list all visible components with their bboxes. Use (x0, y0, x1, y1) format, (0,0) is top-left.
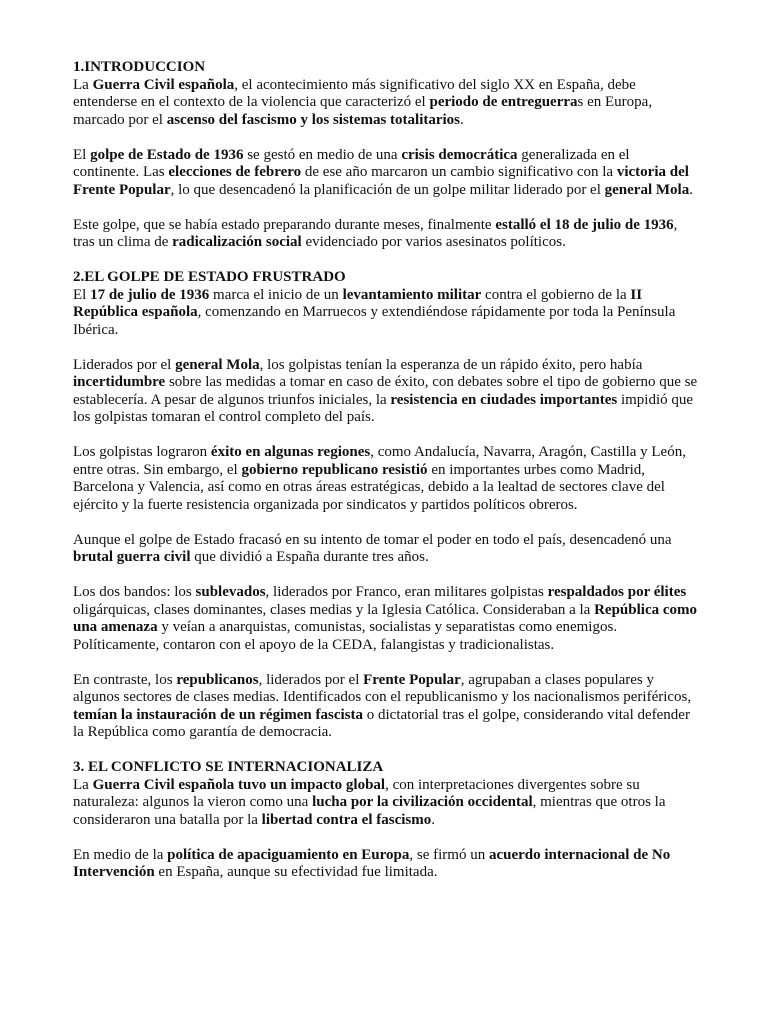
paragraph (73, 532, 698, 567)
text-run: , se firmó un (409, 846, 489, 863)
text-run: . (460, 111, 464, 128)
text-run: que dividió a España durante tres años. (190, 549, 429, 565)
bold-text: lucha por la civilización occidental (312, 794, 533, 810)
bold-text: política de apaciguamiento en Europa (167, 846, 410, 863)
text-run: generalizada en el continente. Las (73, 146, 630, 180)
text-run: o dictatorial tras el golpe, considerando vital defender la República como garantía de democracia. (73, 706, 690, 740)
bold-text: gobierno republicano resistió (241, 461, 428, 478)
text-run: , liderados por el (258, 671, 364, 688)
text-run: . (431, 811, 435, 828)
paragraph (73, 847, 698, 882)
text-run: , lo que desencadenó la planificación de un golpe militar liderado por el (170, 181, 605, 198)
paragraph (73, 77, 698, 130)
bold-text: incertidumbre (73, 374, 166, 390)
text-run: El (73, 286, 91, 303)
text-run: Liderados por el (73, 356, 176, 373)
text-run: Los dos bandos: los (73, 584, 196, 600)
text-run: , comenzando en Marruecos y extendiéndose rápidamente por toda la Península Ibérica. (73, 304, 676, 338)
bold-text: II República española (73, 286, 643, 320)
bold-text: 17 de julio de 1936 (90, 286, 210, 303)
text-run: Los golpistas lograron (73, 444, 211, 460)
bold-text: golpe de Estado de 1936 (90, 146, 244, 163)
text-run: , como Andalucía, Navarra, Aragón, Castilla y León, entre otras. Sin embargo, el (73, 444, 686, 478)
paragraph (73, 287, 698, 340)
text-run: El (73, 146, 91, 163)
text-run: sobre las medidas a tomar en caso de éxito, con debates sobre el tipo de gobierno que se establecería. A pesar de algunos triunfos iniciales, la (73, 374, 698, 408)
text-run: Aunque el golpe de Estado fracasó en su intento de tomar el poder en todo el país, desencadenó una (73, 531, 672, 548)
paragraph (73, 777, 698, 830)
bold-text: sublevados (195, 584, 266, 600)
bold-text: respaldados por élites (547, 584, 687, 600)
bold-text: levantamiento militar (342, 286, 482, 303)
bold-text: Guerra Civil española tuvo un impacto global (92, 776, 386, 793)
text-run: , mientras que otros la consideraron una batalla por la (73, 794, 666, 828)
text-run: s en Europa, marcado por el (73, 94, 653, 128)
text-run: en España, aunque su efectividad fue limitada. (154, 864, 438, 880)
bold-text: ascenso del fascismo y los sistemas totalitarios (166, 111, 461, 128)
bold-text: crisis democrática (401, 146, 518, 163)
bold-text: periodo de entreguerra (429, 94, 578, 110)
text-run: , agrupaban a clases populares y algunos sectores de clases medias. Identificados con el republicanismo y los nacionalismos periféricos, (73, 671, 692, 705)
bold-text: general Mola (175, 356, 260, 373)
text-run: , los golpistas tenían la esperanza de un rápido éxito, pero había (259, 356, 643, 373)
bold-text: brutal guerra civil (73, 549, 191, 565)
bold-text: victoria del Frente Popular (73, 164, 689, 198)
bold-text: Guerra Civil española (92, 76, 235, 93)
paragraph (73, 147, 698, 200)
text-run: Este golpe, que se había estado preparando durante meses, finalmente (73, 216, 496, 233)
text-run: La (73, 776, 93, 793)
bold-text: general Mola (604, 181, 690, 198)
section-1 (73, 59, 698, 252)
bold-text: estalló el 18 de julio de 1936 (495, 216, 674, 233)
text-run: . (689, 181, 693, 198)
bold-text: elecciones de febrero (168, 164, 302, 180)
text-run: oligárquicas, clases dominantes, clases medias y la Iglesia Católica. Consideraban a la (73, 601, 595, 618)
text-run: La (73, 76, 93, 93)
bold-text: República como una amenaza (73, 601, 698, 635)
bold-text: resistencia en ciudades importantes (390, 391, 618, 408)
text-run: En medio de la (73, 846, 168, 863)
paragraph (73, 584, 698, 654)
bold-text: republicanos (176, 671, 259, 688)
section-heading: 2.EL GOLPE DE ESTADO FRUSTRADO (73, 269, 346, 285)
bold-text: temían la instauración de un régimen fascista (73, 706, 363, 723)
bold-text: libertad contra el fascismo (261, 811, 432, 828)
text-run: , con interpretaciones divergentes sobre su naturaleza: algunos la vieron como una (73, 776, 640, 810)
text-run: se gestó en medio de una (243, 146, 402, 163)
paragraph (73, 357, 698, 427)
text-run: impidió que los golpistas tomaran el control completo del país. (73, 391, 694, 425)
paragraph (73, 217, 698, 252)
text-run: y veían a anarquistas, comunistas, socialistas y separatistas como enemigos. Políticamente, contaron con el apoyo de la CEDA, falangistas y tradicionalistas. (73, 619, 618, 653)
text-run: marca el inicio de un (209, 286, 343, 303)
paragraph (73, 672, 698, 742)
text-run: contra el gobierno de la (481, 286, 631, 303)
paragraph (73, 444, 698, 514)
section-heading: 3. EL CONFLICTO SE INTERNACIONALIZA (73, 759, 384, 775)
text-run: , tras un clima de (73, 216, 678, 250)
section-3 (73, 759, 698, 882)
section-heading: 1.INTRODUCCION (73, 59, 206, 75)
text-run: , liderados por Franco, eran militares golpistas (265, 584, 548, 600)
text-run: En contraste, los (73, 671, 177, 688)
text-run: en importantes urbes como Madrid, Barcelona y Valencia, así como en otras áreas estratégicas, debido a la lealtad de sectores clave del ejército y la fuerte resistencia organizada por sindicatos y partidos políticos obreros. (73, 461, 665, 513)
bold-text: éxito en algunas regiones (210, 444, 371, 460)
text-run: de ese año marcaron un cambio significativo con la (301, 164, 617, 180)
text-run: evidenciado por varios asesinatos políticos. (301, 234, 566, 250)
text-run: , el acontecimiento más significativo del siglo XX en España, debe entenderse en el contexto de la violencia que caracterizó el (73, 76, 636, 110)
section-2 (73, 269, 698, 742)
bold-text: Frente Popular (363, 671, 461, 688)
bold-text: acuerdo internacional de No Intervención (73, 846, 671, 880)
bold-text: radicalización social (172, 234, 302, 250)
